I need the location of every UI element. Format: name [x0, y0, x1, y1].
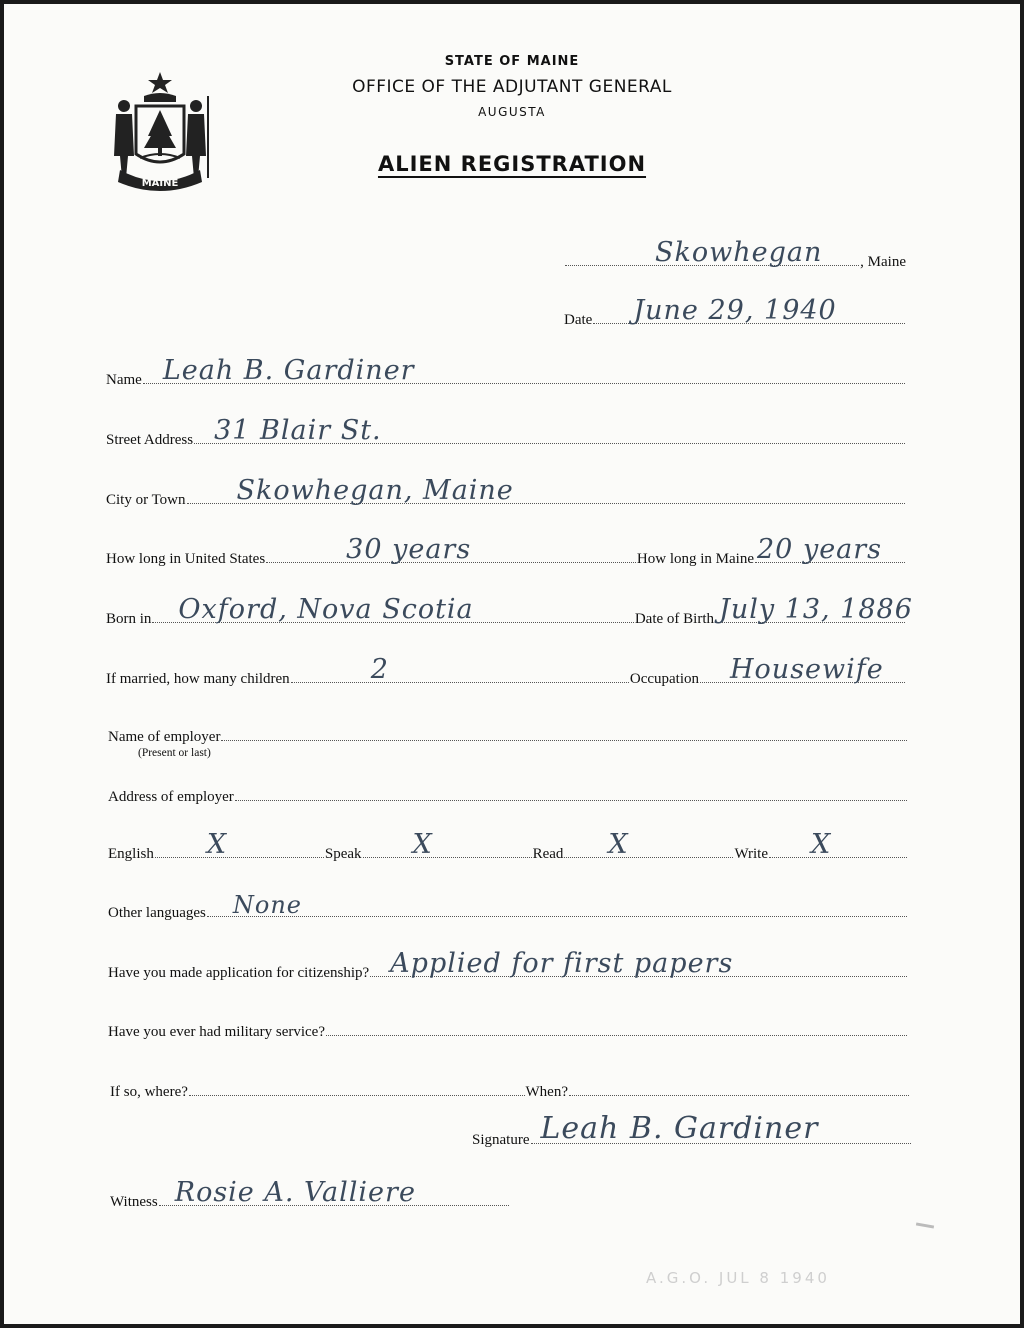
employer-name-row — [108, 729, 908, 746]
employer-name-label: Name of employer — [108, 729, 221, 745]
how-long-maine-label: How long in Maine — [636, 551, 754, 567]
signature-label: Signature — [472, 1132, 530, 1148]
date-label: Date — [564, 312, 593, 328]
witness-value: Rosie A. Valliere — [174, 1177, 416, 1208]
header-city: AUGUSTA — [478, 105, 546, 119]
employer-address-label: Address of employer — [108, 789, 234, 805]
occupation-value: Housewife — [730, 654, 884, 685]
name-value: Leah B. Gardiner — [162, 355, 415, 386]
family-row — [106, 654, 906, 688]
children-value: 2 — [370, 654, 389, 685]
date-row — [564, 295, 906, 329]
military-label: Have you ever had military service? — [108, 1024, 325, 1040]
header-office: OFFICE OF THE ADJUTANT GENERAL — [352, 77, 672, 97]
born-in-label: Born in — [106, 611, 152, 627]
language-skills-row — [108, 829, 908, 863]
name-label: Name — [106, 372, 142, 388]
date-value: June 29, 1940 — [633, 295, 837, 326]
military-row — [108, 1024, 908, 1041]
born-in-value: Oxford, Nova Scotia — [178, 594, 474, 625]
birth-row — [106, 594, 913, 628]
english-label: English — [108, 846, 154, 862]
other-languages-label: Other languages — [108, 905, 206, 921]
occupation-label: Occupation — [629, 671, 699, 687]
document-page — [4, 4, 1020, 1324]
employer-name-sublabel: (Present or last) — [138, 747, 211, 759]
date-of-birth-value: July 13, 1886 — [719, 594, 913, 625]
street-address-value: 31 Blair St. — [214, 415, 382, 446]
signature-value: Leah B. Gardiner — [540, 1111, 819, 1146]
citizenship-label: Have you made application for citizenship? — [108, 965, 370, 981]
how-long-us-label: How long in United States — [106, 551, 266, 567]
where-label: If so, where? — [110, 1084, 188, 1100]
english-value: X — [206, 829, 228, 860]
write-label: Write — [734, 846, 768, 862]
street-address-row — [106, 415, 906, 449]
other-languages-row — [108, 891, 908, 922]
city-town-row — [106, 475, 906, 509]
city-town-value: Skowhegan, Maine — [236, 475, 514, 506]
svg-text:MAINE: MAINE — [141, 178, 179, 189]
speak-value: X — [412, 829, 433, 860]
children-label: If married, how many children — [106, 671, 290, 687]
form-title: ALIEN REGISTRATION — [377, 152, 647, 176]
how-long-maine-value: 20 years — [757, 534, 883, 565]
maine-label: , Maine — [860, 254, 906, 270]
town-line — [565, 237, 859, 268]
received-stamp: A.G.O. JUL 8 1940 — [646, 1269, 830, 1287]
service-row — [110, 1084, 910, 1101]
town-value: Skowhegan — [655, 237, 823, 268]
date-of-birth-label: Date of Birth — [634, 611, 714, 627]
other-languages-value: None — [232, 891, 302, 919]
write-value: X — [810, 829, 832, 860]
street-address-label: Street Address — [106, 432, 194, 448]
residence-row — [106, 534, 906, 568]
witness-row — [110, 1177, 510, 1211]
ink-mark — [916, 1222, 934, 1228]
employer-address-row — [108, 789, 908, 806]
name-row — [106, 355, 906, 389]
header-state: STATE OF MAINE — [444, 54, 580, 69]
speak-label: Speak — [324, 846, 362, 862]
read-value: X — [608, 829, 629, 860]
citizenship-value: Applied for first papers — [390, 948, 734, 979]
read-label: Read — [532, 846, 564, 862]
town-row — [564, 237, 906, 271]
witness-label: Witness — [110, 1194, 158, 1210]
how-long-us-value: 30 years — [346, 534, 472, 565]
when-label: When? — [525, 1084, 568, 1100]
citizenship-row — [108, 948, 908, 982]
city-town-label: City or Town — [106, 492, 186, 508]
signature-row — [472, 1111, 912, 1149]
